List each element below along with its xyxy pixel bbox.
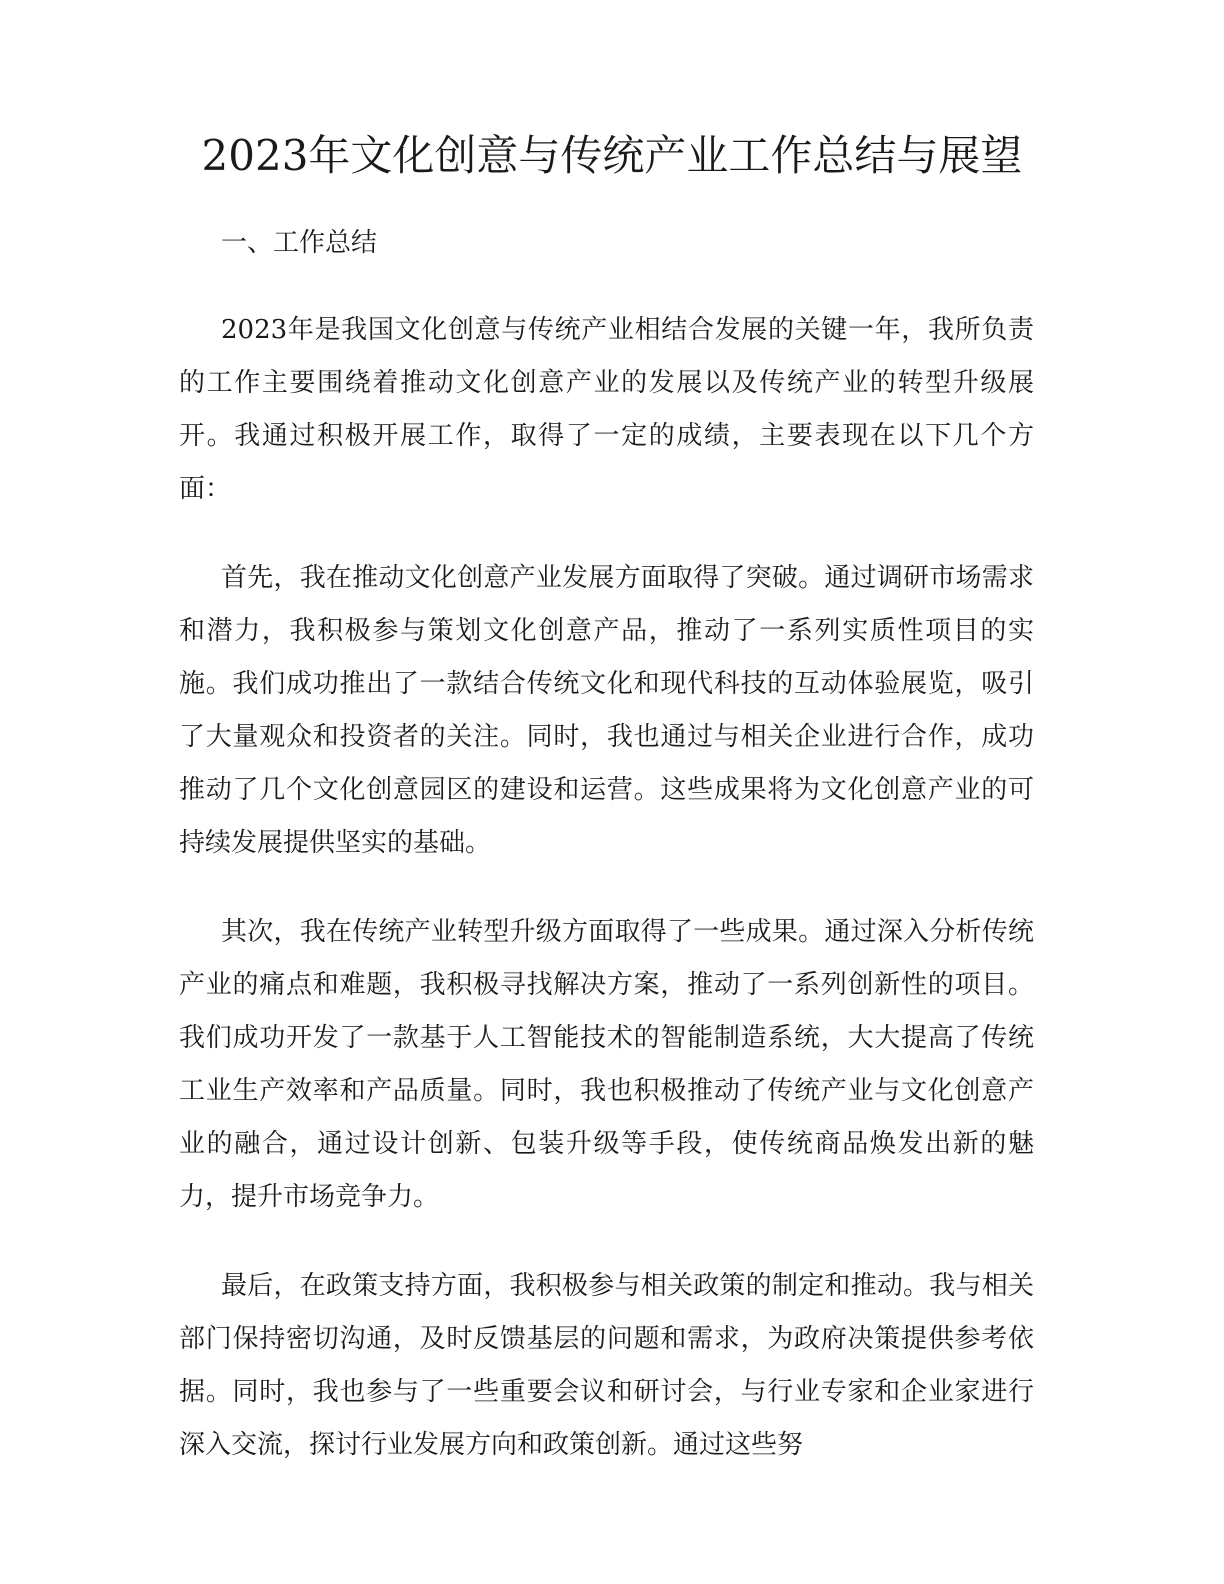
paragraph-second: 其次，我在传统产业转型升级方面取得了一些成果。通过深入分析传统产业的痛点和难题，我积极寻找解决方案，推动了一系列创新性的项目。我们成功开发了一款基于人工智能技术的智能制造系统，大大提高了传统工业生产效率和产品质量。同时，我也积极推动了传统产业与文化创意产业的融合，通过设计创新、包装升级等手段，使传统商品焕发出新的魅力，提升市场竞争力。 — [179, 917, 1034, 1212]
document-body — [179, 218, 1034, 1472]
paragraph-intro: 2023年是我国文化创意与传统产业相结合发展的关键一年，我所负责的工作主要围绕着推动文化创意产业的发展以及传统产业的转型升级展开。我通过积极开展工作，取得了一定的成绩，主要表现在以下几个方面： — [179, 315, 1034, 504]
document-title: 2023年文化创意与传统产业工作总结与展望 — [201, 131, 1023, 180]
section-heading: 一、工作总结 — [221, 228, 378, 258]
paragraph-first: 首先，我在推动文化创意产业发展方面取得了突破。通过调研市场需求和潜力，我积极参与策划文化创意产品，推动了一系列实质性项目的实施。我们成功推出了一款结合传统文化和现代科技的互动体验展览，吸引了大量观众和投资者的关注。同时，我也通过与相关企业进行合作，成功推动了几个文化创意园区的建设和运营。这些成果将为文化创意产业的可持续发展提供坚实的基础。 — [179, 563, 1034, 858]
paragraph-last: 最后，在政策支持方面，我积极参与相关政策的制定和推动。我与相关部门保持密切沟通，及时反馈基层的问题和需求，为政府决策提供参考依据。同时，我也参与了一些重要会议和研讨会，与行业专家和企业家进行深入交流，探讨行业发展方向和政策创新。通过这些努 — [179, 1271, 1034, 1460]
